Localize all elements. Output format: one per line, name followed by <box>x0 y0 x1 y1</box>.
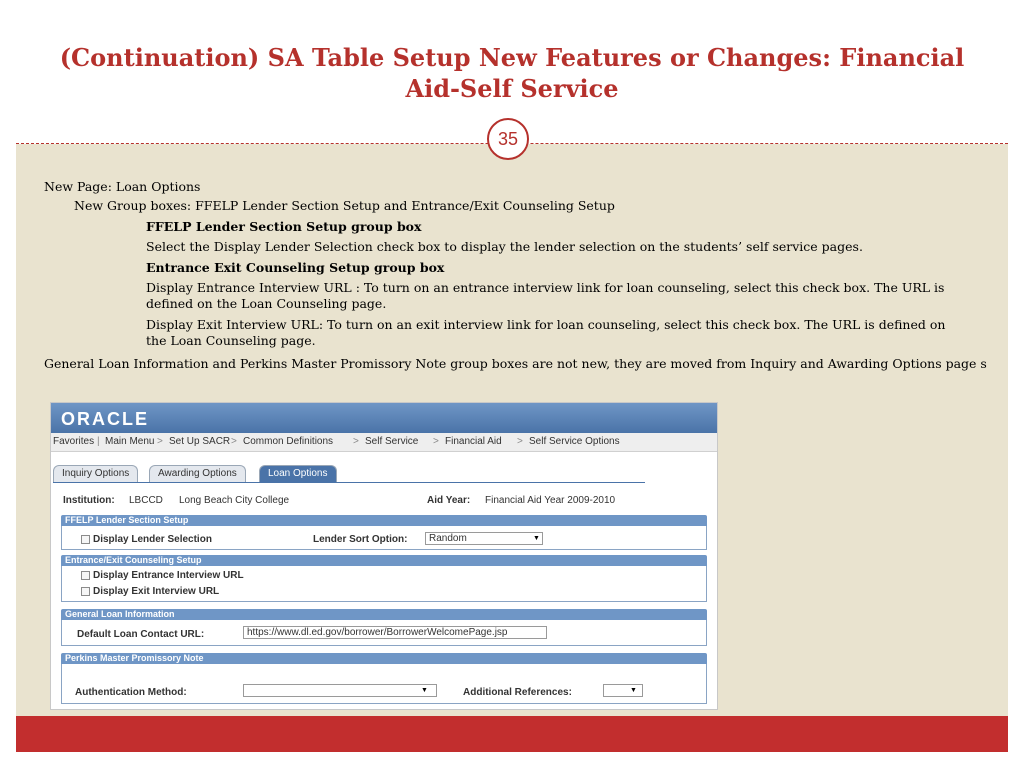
chevron-down-icon[interactable]: ▼ <box>421 687 428 694</box>
nav-self-service-options[interactable]: Self Service Options <box>529 436 620 447</box>
content-line-last: General Loan Information and Perkins Master Promissory Note group boxes are not new, they are moved from Inquiry and Awarding Options page s <box>44 356 987 371</box>
tab-bar <box>51 465 717 483</box>
tab-loan-options[interactable]: Loan Options <box>259 465 337 482</box>
entrance-url-label: Display Entrance Interview URL <box>93 570 244 581</box>
aid-year-value: Financial Aid Year 2009-2010 <box>485 495 616 506</box>
additional-refs-label: Additional References: <box>463 687 572 698</box>
peoplesoft-screenshot <box>50 402 718 710</box>
oracle-header <box>51 403 717 433</box>
institution-code: LBCCD <box>129 495 163 506</box>
exit-url-checkbox[interactable] <box>81 587 90 596</box>
aid-year-label: Aid Year: <box>427 495 471 506</box>
contact-url-value: https://www.dl.ed.gov/borrower/BorrowerWelcomePage.jsp <box>247 627 508 638</box>
para-entrance: Display Entrance Interview URL : To turn on an entrance interview link for loan counseling, select this check box. The URL is defined on the Loan Counseling page. <box>146 280 945 311</box>
lender-sort-value: Random <box>429 533 467 544</box>
chevron-down-icon[interactable]: ▼ <box>630 687 637 694</box>
perkins-group-header: Perkins Master Promissory Note <box>61 653 707 664</box>
para-exit: Display Exit Interview URL: To turn on an exit interview link for loan counseling, select this check box. The URL is defined on the Loan Counseling page. <box>146 317 946 348</box>
institution-name: Long Beach City College <box>179 495 290 506</box>
general-group-header: General Loan Information <box>61 609 707 620</box>
footer-bar <box>16 716 1008 752</box>
content-line-1: New Page: Loan Options <box>44 179 201 194</box>
institution-label: Institution: <box>63 495 115 506</box>
tab-underline <box>53 482 645 483</box>
lender-sort-select[interactable] <box>425 532 543 545</box>
tab-inquiry-options[interactable]: Inquiry Options <box>53 465 138 482</box>
nav-common-definitions[interactable]: Common Definitions <box>243 436 334 447</box>
auth-method-label: Authentication Method: <box>75 687 187 698</box>
nav-main-menu[interactable]: Main Menu <box>105 436 155 447</box>
breadcrumb: Favorites | Main Menu > Set Up SACR > Common Definitions > Self Service > Financial Aid > Self Service Options <box>51 433 717 452</box>
slide <box>16 16 1008 752</box>
para-ffelp: Select the Display Lender Selection check box to display the lender selection on the students’ self service pages. <box>146 239 863 254</box>
ffelp-group-header: FFELP Lender Section Setup <box>61 515 707 526</box>
content-line-2: New Group boxes: FFELP Lender Section Setup and Entrance/Exit Counseling Setup <box>74 198 615 213</box>
display-lender-checkbox[interactable] <box>81 535 90 544</box>
heading-ffelp: FFELP Lender Section Setup group box <box>146 219 422 234</box>
additional-refs-select[interactable] <box>603 684 643 697</box>
nav-favorites[interactable]: Favorites <box>53 436 95 447</box>
nav-set-up-sacr[interactable]: Set Up SACR <box>169 436 231 447</box>
chevron-down-icon[interactable]: ▼ <box>533 535 540 542</box>
lender-sort-label: Lender Sort Option: <box>313 534 408 545</box>
heading-counseling: Entrance Exit Counseling Setup group box <box>146 260 445 275</box>
nav-financial-aid[interactable]: Financial Aid <box>445 436 502 447</box>
display-lender-label: Display Lender Selection <box>93 534 212 545</box>
counseling-group-header: Entrance/Exit Counseling Setup <box>61 555 707 566</box>
entrance-url-checkbox[interactable] <box>81 571 90 580</box>
slide-title: (Continuation) SA Table Setup New Features or Changes: Financial Aid-Self Service <box>59 43 965 103</box>
page-number: 35 <box>487 118 529 160</box>
tab-awarding-options[interactable]: Awarding Options <box>149 465 246 482</box>
contact-url-label: Default Loan Contact URL: <box>77 629 205 640</box>
contact-url-input[interactable] <box>243 626 547 639</box>
exit-url-label: Display Exit Interview URL <box>93 586 220 597</box>
nav-self-service[interactable]: Self Service <box>365 436 419 447</box>
oracle-logo: ORACLE <box>61 409 149 429</box>
auth-method-select[interactable] <box>243 684 437 697</box>
